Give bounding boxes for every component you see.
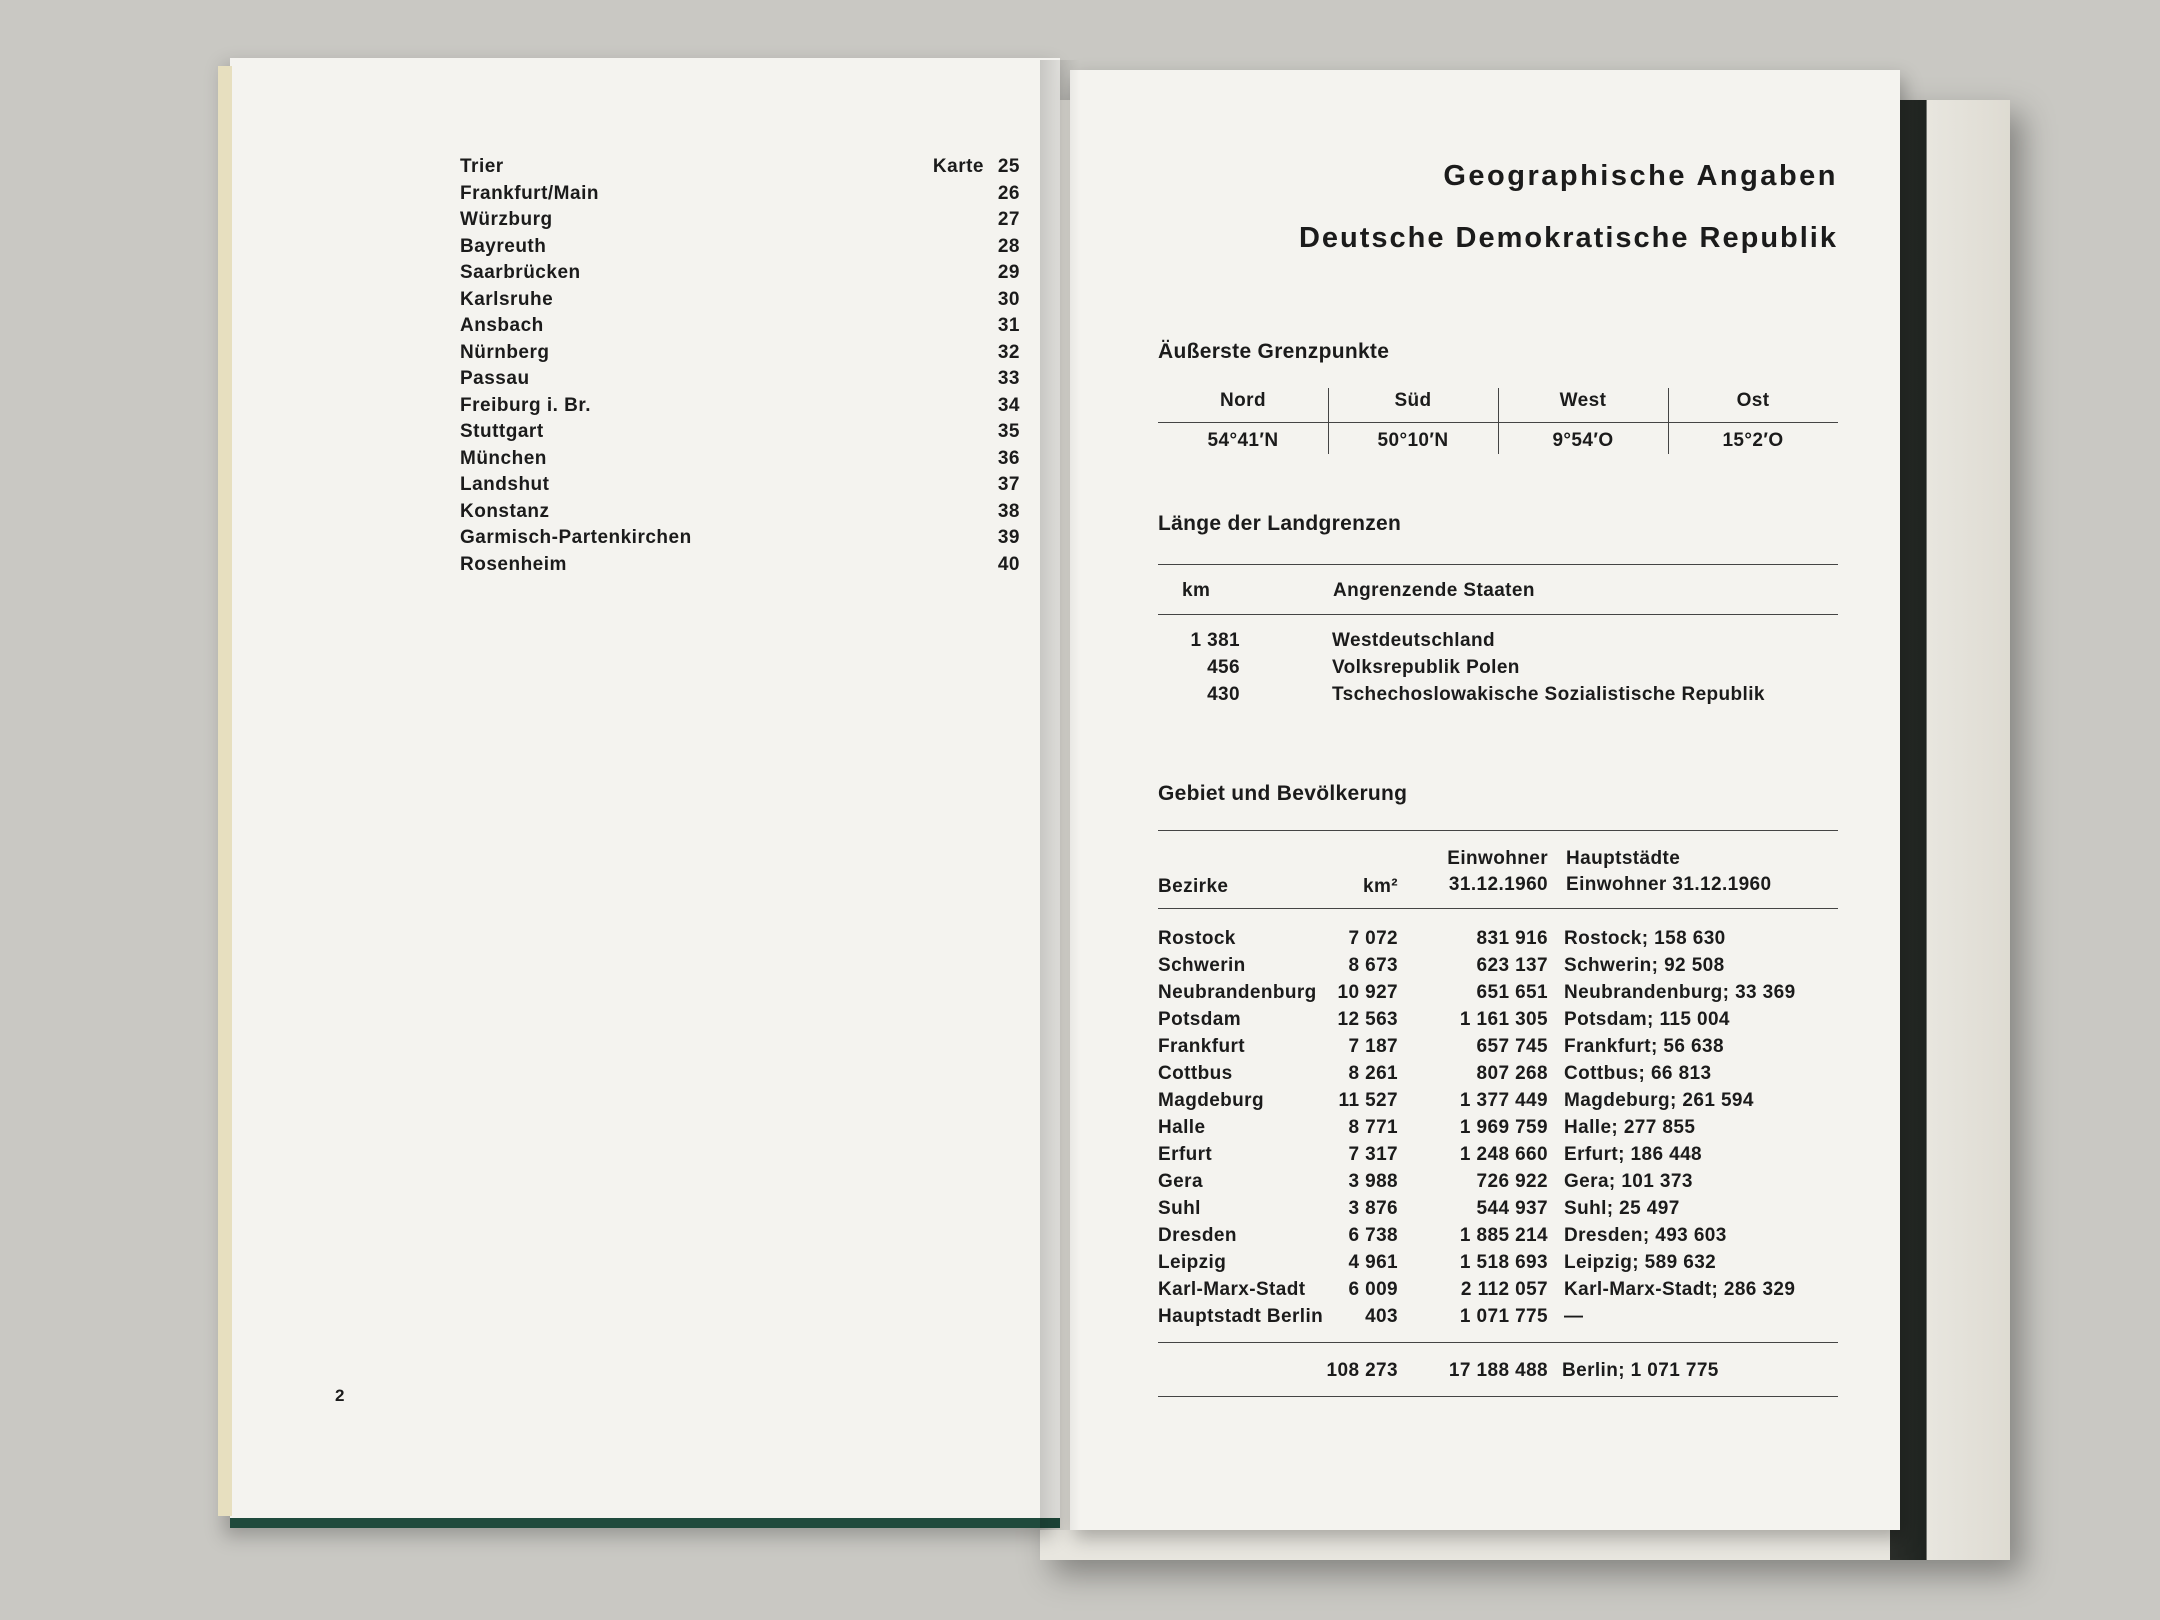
page-subtitle: Deutsche Demokratische Republik bbox=[1298, 222, 1838, 254]
spine-shadow bbox=[1040, 60, 1080, 1530]
list-item-number: 40 bbox=[997, 553, 1020, 575]
list-item bbox=[460, 260, 1020, 287]
table-cell-bezirk: Leipzig bbox=[1158, 1252, 1227, 1273]
list-item-keyword: Karte bbox=[932, 156, 984, 177]
table-cell-bezirk: Karl-Marx-Stadt bbox=[1158, 1279, 1306, 1300]
list-item-number: 36 bbox=[997, 447, 1020, 469]
table-cell-einwohner: 726 922 bbox=[1476, 1171, 1548, 1192]
grenzpunkt-label: West bbox=[1559, 390, 1607, 411]
table-cell-hauptstadt: Cottbus; 66 813 bbox=[1564, 1063, 1712, 1084]
list-item-number: 32 bbox=[997, 341, 1020, 363]
table-cell-einwohner: 623 137 bbox=[1476, 955, 1548, 976]
table-cell-hauptstadt: Erfurt; 186 448 bbox=[1564, 1144, 1703, 1165]
table-cell-staat: Tschechoslowakische Sozialistische Republik bbox=[1332, 684, 1765, 705]
table-cell-km2: 7 317 bbox=[1348, 1144, 1398, 1165]
table-cell-einwohner: 1 969 759 bbox=[1459, 1117, 1548, 1138]
list-item-number: 25 bbox=[997, 156, 1020, 177]
list-item bbox=[460, 181, 1020, 208]
table-cell-einwohner: 544 937 bbox=[1476, 1198, 1548, 1219]
divider bbox=[1158, 830, 1838, 831]
list-item-number: 26 bbox=[997, 182, 1020, 204]
table-cell-hauptstadt: Suhl; 25 497 bbox=[1564, 1198, 1680, 1219]
table-cell-bezirk: Gera bbox=[1158, 1171, 1203, 1192]
right-page bbox=[1070, 70, 1900, 1530]
column-header-einwohner-date: 31.12.1960 bbox=[1448, 874, 1548, 895]
table-cell-km2: 7 072 bbox=[1348, 928, 1398, 949]
list-item bbox=[460, 340, 1020, 367]
divider bbox=[1158, 1342, 1838, 1343]
table-cell-staat: Westdeutschland bbox=[1332, 630, 1495, 651]
table-cell-einwohner: 657 745 bbox=[1476, 1036, 1548, 1057]
section-heading-landgrenzen: Länge der Landgrenzen bbox=[1158, 512, 1402, 535]
list-item bbox=[460, 366, 1020, 393]
list-item bbox=[460, 313, 1020, 340]
table-cell-bezirk: Hauptstadt Berlin bbox=[1158, 1306, 1324, 1327]
table-cell-km: 430 bbox=[1207, 684, 1240, 705]
table-cell-einwohner: 2 112 057 bbox=[1460, 1279, 1548, 1300]
list-item-name: Nürnberg bbox=[460, 341, 550, 363]
list-item-number: 29 bbox=[997, 262, 1020, 283]
list-item-name: Landshut bbox=[460, 474, 550, 495]
left-page bbox=[230, 58, 1060, 1528]
list-item bbox=[460, 499, 1020, 526]
column-header-km: km bbox=[1182, 580, 1211, 601]
list-item bbox=[460, 234, 1020, 261]
table-cell-bezirk: Suhl bbox=[1158, 1198, 1201, 1219]
divider bbox=[1158, 614, 1838, 615]
grenzpunkt-value: 9°54′O bbox=[1552, 430, 1614, 451]
list-item bbox=[460, 287, 1020, 314]
list-item-name: Konstanz bbox=[460, 500, 550, 522]
list-item bbox=[460, 472, 1020, 499]
divider bbox=[1158, 564, 1838, 565]
section-heading-bevoelkerung: Gebiet und Bevölkerung bbox=[1158, 782, 1408, 805]
table-cell-hauptstadt: Leipzig; 589 632 bbox=[1564, 1252, 1717, 1273]
table-cell-einwohner: 651 651 bbox=[1476, 982, 1548, 1003]
list-item-number: 39 bbox=[997, 527, 1020, 548]
table-cell-bezirk: Dresden bbox=[1158, 1225, 1237, 1246]
book-cover-edge bbox=[1890, 100, 2010, 1560]
table-cell-km2: 3 988 bbox=[1348, 1171, 1398, 1192]
table-cell-km2: 4 961 bbox=[1348, 1252, 1398, 1273]
table-cell-bezirk: Erfurt bbox=[1158, 1144, 1213, 1165]
table-cell-hauptstadt: Schwerin; 92 508 bbox=[1564, 955, 1725, 976]
grenzpunkt-label: Süd bbox=[1394, 390, 1432, 411]
table-cell-bezirk: Schwerin bbox=[1158, 955, 1246, 976]
list-item-number: 27 bbox=[997, 209, 1020, 230]
table-cell-hauptstadt: Karl-Marx-Stadt; 286 329 bbox=[1564, 1279, 1796, 1300]
table-cell-km2: 10 927 bbox=[1337, 982, 1398, 1003]
list-item-name: Bayreuth bbox=[460, 235, 547, 257]
list-item-name: Ansbach bbox=[460, 315, 544, 336]
table-cell-km2: 7 187 bbox=[1348, 1036, 1398, 1057]
grenzpunkt-value: 15°2′O bbox=[1722, 430, 1784, 451]
table-cell-einwohner: 1 518 693 bbox=[1459, 1252, 1548, 1273]
list-item-name: Trier bbox=[460, 156, 504, 177]
section-heading-grenzpunkte: Äußerste Grenzpunkte bbox=[1158, 340, 1390, 363]
list-item-name: Saarbrücken bbox=[460, 262, 581, 283]
table-cell-hauptstadt: — bbox=[1564, 1306, 1584, 1327]
column-header-hauptstaedte: Hauptstädte bbox=[1566, 848, 1681, 869]
table-cell-bezirk: Neubrandenburg bbox=[1158, 982, 1317, 1003]
table-cell-einwohner: 807 268 bbox=[1476, 1063, 1548, 1084]
list-item-name: Passau bbox=[460, 368, 530, 389]
grenzpunkt-label: Ost bbox=[1736, 390, 1770, 411]
map-index-list bbox=[460, 154, 1020, 578]
grenzpunkt-value: 54°41′N bbox=[1207, 430, 1279, 451]
column-header-einwohner: Einwohner bbox=[1447, 848, 1548, 869]
list-item-number: 30 bbox=[997, 288, 1020, 310]
table-cell-bezirk: Halle bbox=[1158, 1117, 1206, 1138]
table-cell-bezirk: Rostock bbox=[1158, 928, 1236, 949]
table-cell-km: 456 bbox=[1207, 657, 1240, 678]
list-item bbox=[460, 393, 1020, 420]
list-item-name: Rosenheim bbox=[460, 553, 567, 575]
total-einwohner: 17 188 488 bbox=[1448, 1360, 1548, 1381]
list-item-name: Frankfurt/Main bbox=[460, 182, 599, 204]
table-cell-bezirk: Magdeburg bbox=[1158, 1090, 1264, 1111]
table-cell-hauptstadt: Neubrandenburg; 33 369 bbox=[1564, 982, 1796, 1003]
list-item-number: 35 bbox=[997, 421, 1020, 442]
table-cell-einwohner: 1 248 660 bbox=[1459, 1144, 1548, 1165]
table-cell-einwohner: 1 377 449 bbox=[1459, 1090, 1548, 1111]
grenzpunkt-value: 50°10′N bbox=[1377, 430, 1449, 451]
table-cell-hauptstadt: Frankfurt; 56 638 bbox=[1564, 1036, 1724, 1057]
table-cell-km2: 6 738 bbox=[1348, 1225, 1398, 1246]
table-cell-km2: 8 673 bbox=[1348, 955, 1398, 976]
list-item-name: Stuttgart bbox=[460, 421, 544, 442]
list-item bbox=[460, 446, 1020, 473]
divider bbox=[1158, 908, 1838, 909]
table-cell-km: 1 381 bbox=[1190, 630, 1240, 651]
list-item-name: Freiburg i. Br. bbox=[460, 394, 592, 416]
table-cell-km2: 11 527 bbox=[1338, 1090, 1398, 1111]
column-header-bezirke: Bezirke bbox=[1158, 876, 1229, 897]
list-item-number: 37 bbox=[997, 474, 1020, 495]
table-cell-hauptstadt: Halle; 277 855 bbox=[1564, 1117, 1696, 1138]
table-cell-bezirk: Cottbus bbox=[1158, 1063, 1233, 1084]
list-item-name: Karlsruhe bbox=[460, 288, 554, 310]
table-cell-bezirk: Frankfurt bbox=[1158, 1036, 1245, 1057]
list-item-name: München bbox=[460, 447, 547, 469]
table-cell-km2: 8 261 bbox=[1348, 1063, 1398, 1084]
table-cell-km2: 8 771 bbox=[1348, 1117, 1398, 1138]
grenzpunkt-label: Nord bbox=[1220, 390, 1266, 411]
table-cell-einwohner: 1 885 214 bbox=[1459, 1225, 1548, 1246]
column-header-km2: km² bbox=[1363, 876, 1398, 897]
list-item-name: Garmisch-Partenkirchen bbox=[460, 527, 692, 548]
column-header-hauptstaedte-einwohner: Einwohner 31.12.1960 bbox=[1566, 874, 1772, 895]
list-item bbox=[460, 207, 1020, 234]
table-cell-hauptstadt: Rostock; 158 630 bbox=[1564, 928, 1726, 949]
divider bbox=[1158, 1396, 1838, 1397]
table-cell-staat: Volksrepublik Polen bbox=[1332, 657, 1520, 678]
list-item-number: 34 bbox=[997, 394, 1020, 416]
table-cell-hauptstadt: Potsdam; 115 004 bbox=[1564, 1009, 1730, 1030]
table-cell-einwohner: 1 071 775 bbox=[1459, 1306, 1548, 1327]
total-km2: 108 273 bbox=[1326, 1360, 1398, 1381]
list-item-number: 38 bbox=[997, 500, 1020, 522]
table-cell-einwohner: 831 916 bbox=[1476, 928, 1548, 949]
page-title: Geographische Angaben bbox=[1443, 160, 1838, 192]
list-item bbox=[460, 552, 1020, 579]
column-header-staaten: Angrenzende Staaten bbox=[1333, 580, 1535, 601]
page-number: 2 bbox=[335, 1386, 345, 1405]
list-item bbox=[460, 154, 1020, 181]
total-hauptstadt: Berlin; 1 071 775 bbox=[1562, 1360, 1719, 1381]
table-cell-hauptstadt: Gera; 101 373 bbox=[1564, 1171, 1693, 1192]
table-cell-bezirk: Potsdam bbox=[1158, 1009, 1242, 1030]
list-item bbox=[460, 419, 1020, 446]
table-cell-hauptstadt: Magdeburg; 261 594 bbox=[1564, 1090, 1754, 1111]
table-cell-km2: 3 876 bbox=[1348, 1198, 1398, 1219]
table-cell-km2: 12 563 bbox=[1337, 1009, 1398, 1030]
table-cell-einwohner: 1 161 305 bbox=[1459, 1009, 1548, 1030]
table-cell-km2: 403 bbox=[1365, 1306, 1398, 1327]
table-cell-km2: 6 009 bbox=[1348, 1279, 1398, 1300]
table-cell-hauptstadt: Dresden; 493 603 bbox=[1564, 1225, 1727, 1246]
list-item bbox=[460, 525, 1020, 552]
list-item-number: 31 bbox=[997, 315, 1020, 336]
list-item-number: 33 bbox=[997, 368, 1020, 389]
list-item-number: 28 bbox=[997, 235, 1020, 257]
list-item-name: Würzburg bbox=[460, 209, 553, 230]
